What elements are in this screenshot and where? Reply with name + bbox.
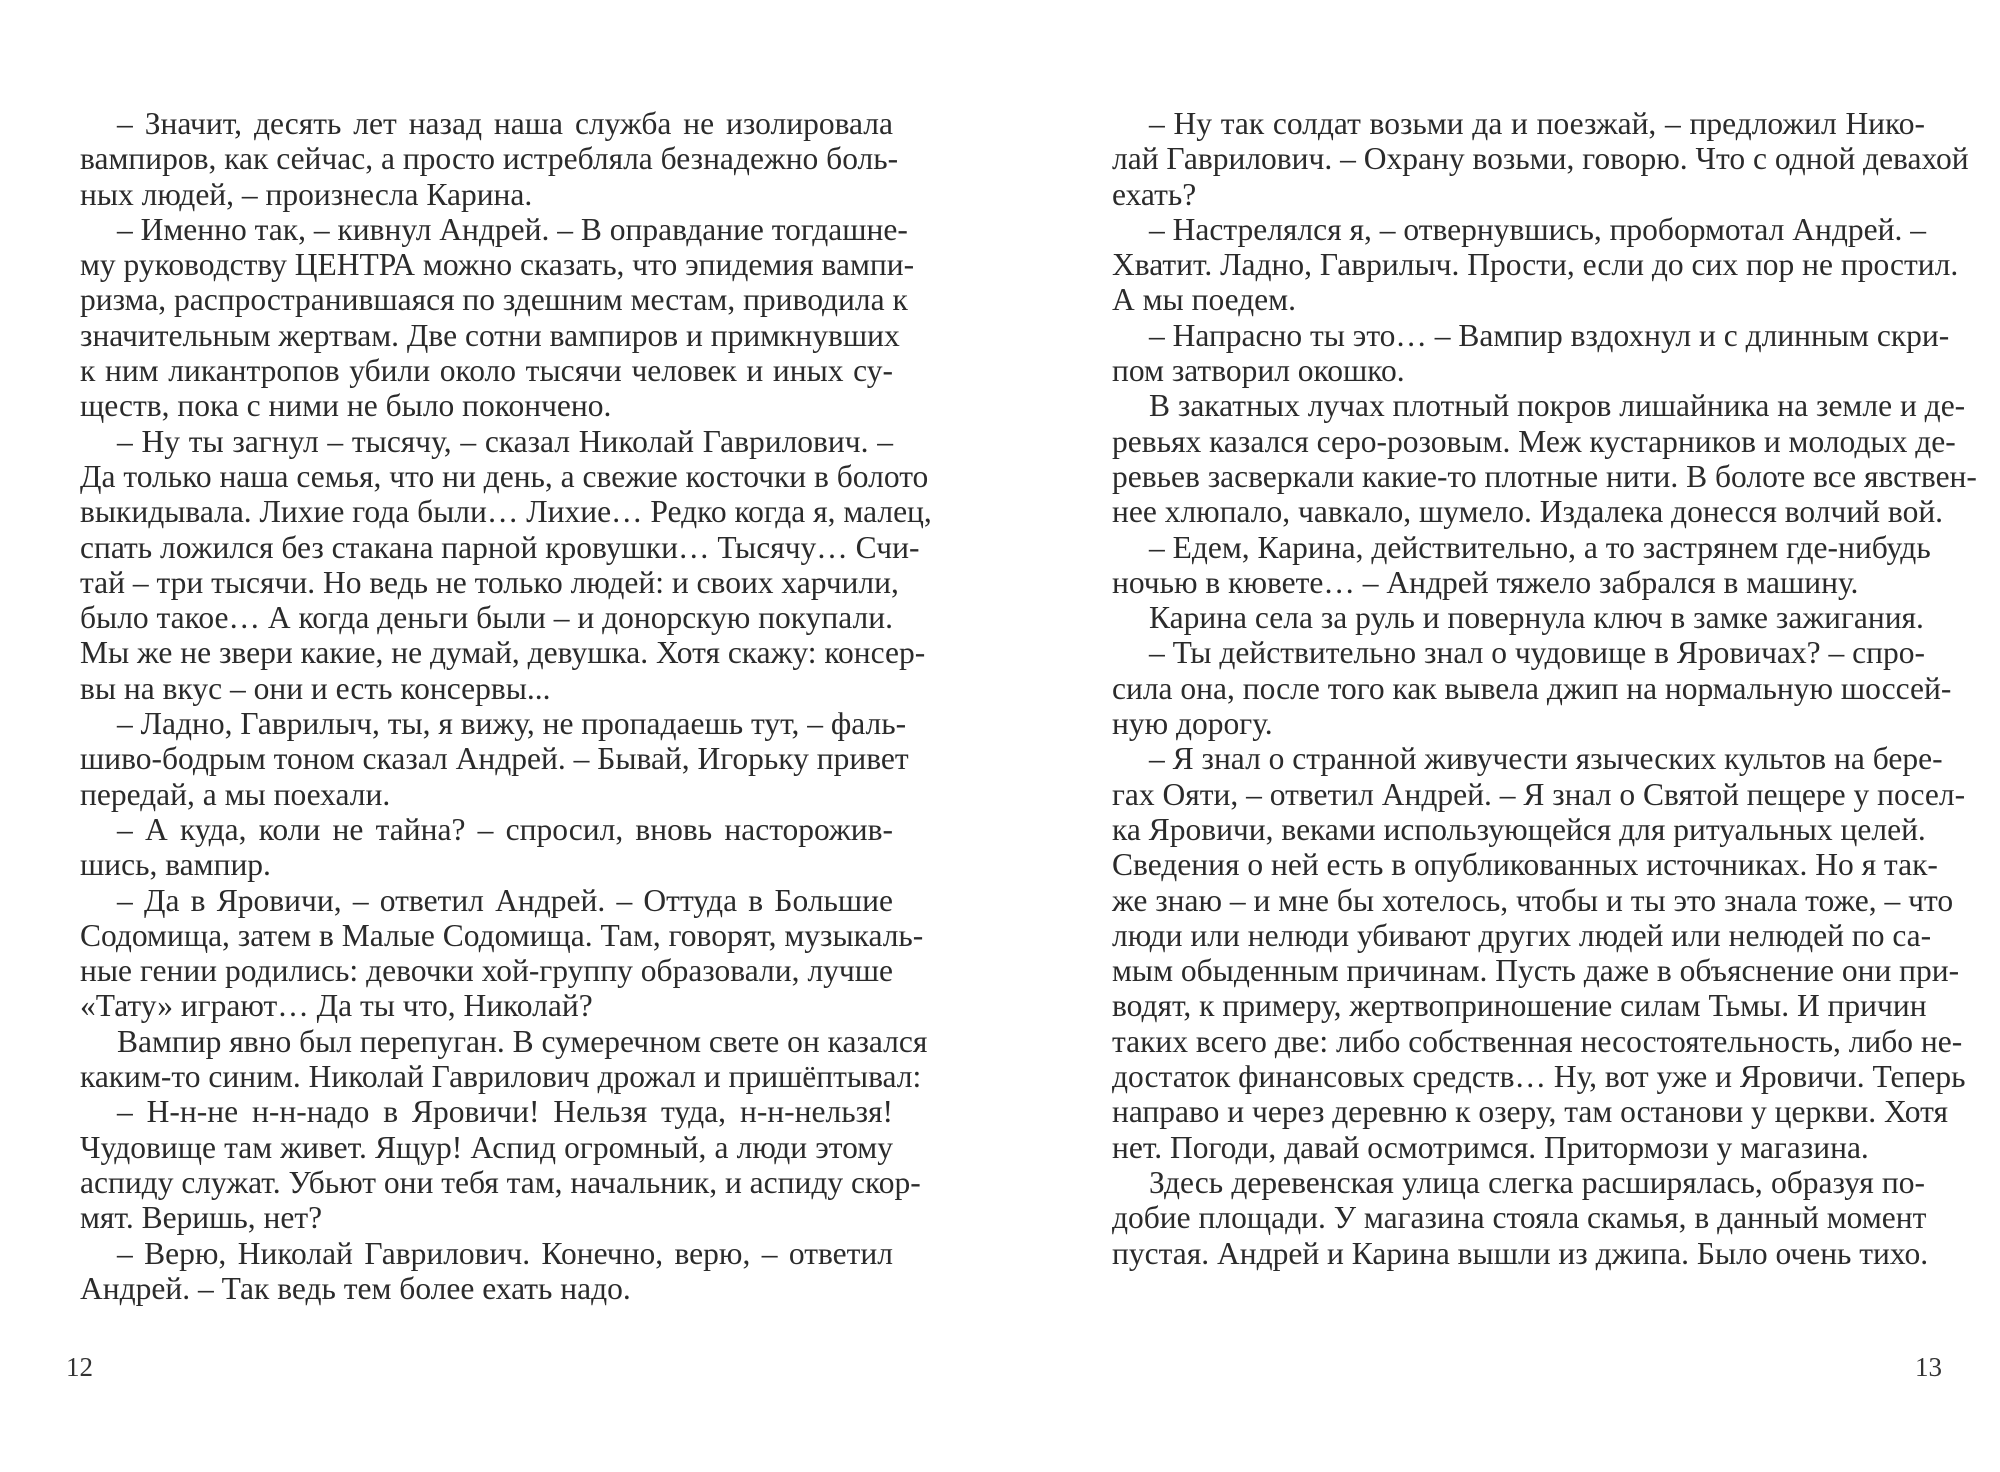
text-line: – А куда, коли не тайна? – спросил, вновь насторожив-: [117, 811, 893, 847]
text-line: ную дорогу.: [1112, 706, 1273, 742]
text-line: каким-то синим. Николай Гаврилович дрожал и пришёптывал:: [80, 1059, 922, 1095]
text-line: сила она, после того как вывела джип на нормальную шоссей-: [1112, 670, 1952, 706]
text-line: «Тату» играют… Да ты что, Николай?: [80, 988, 593, 1024]
text-line: передай, а мы поехали.: [80, 776, 391, 812]
text-line: же знаю – и мне бы хотелось, чтобы и ты это знала тоже, – что: [1112, 882, 1954, 918]
text-line: достаток финансовых средств… Ну, вот уже и Яровичи. Теперь: [1112, 1059, 1966, 1095]
right-page-number: 13: [1915, 1352, 1942, 1382]
text-line: Да только наша семья, что ни день, а свежие косточки в болото: [80, 458, 929, 494]
text-line: В закатных лучах плотный покров лишайника на земле и де-: [1149, 388, 1966, 424]
text-line: – Верю, Николай Гаврилович. Конечно, верю, – ответил: [117, 1235, 893, 1271]
text-line: значительным жертвам. Две сотни вампиров и примкнувших: [80, 317, 900, 353]
text-line: люди или нелюди убивают других людей или нелюдей по са-: [1112, 917, 1932, 953]
text-line: – Я знал о странной живучести языческих культов на бере-: [1149, 741, 1943, 777]
text-line: нее хлюпало, чавкало, шумело. Издалека донесся волчий вой.: [1112, 494, 1944, 530]
right-page: [1000, 0, 2000, 1472]
text-line: ризма, распространившаяся по здешним местам, приводила к: [80, 282, 908, 318]
text-line: – Едем, Карина, действительно, а то застрянем где-нибудь: [1149, 529, 1931, 565]
text-line: мят. Веришь, нет?: [80, 1200, 323, 1236]
text-line: тай – три тысячи. Но ведь не только людей: и своих харчили,: [80, 564, 899, 600]
text-line: Сведения о ней есть в опубликованных источниках. Но я так-: [1112, 847, 1938, 883]
text-line: шись, вампир.: [80, 847, 271, 883]
text-line: добие площади. У магазина стояла скамья, в данный момент: [1112, 1200, 1927, 1236]
right-page-text: [1112, 106, 1977, 1271]
text-line: – Ты действительно знал о чудовище в Яровичах? – спро-: [1149, 635, 1925, 671]
text-line: пом затворил окошко.: [1112, 353, 1405, 389]
text-line: – Ну ты загнул – тысячу, – сказал Николай Гаврилович. –: [117, 423, 893, 459]
text-line: ка Яровичи, веками использующейся для ритуальных целей.: [1112, 811, 1926, 847]
text-line: водят, к примеру, жертвоприношение силам Тьмы. И причин: [1112, 988, 1927, 1024]
text-line: – Настрелялся я, – отвернувшись, пробормотал Андрей. –: [1149, 211, 1926, 247]
text-line: нет. Погоди, давай осмотримся. Притормози у магазина.: [1112, 1129, 1869, 1165]
text-line: Мы же не звери какие, не думай, девушка. Хотя скажу: консер-: [80, 635, 926, 671]
text-line: ехать?: [1112, 176, 1197, 212]
text-line: вы на вкус – они и есть консервы...: [80, 670, 551, 706]
text-line: ные гении родились: девочки хой-группу образовали, лучше: [80, 953, 893, 989]
text-line: лай Гаврилович. – Охрану возьми, говорю. Что с одной девахой: [1112, 141, 1969, 177]
text-line: – Ну так солдат возьми да и поезжай, – предложил Нико-: [1149, 106, 1925, 141]
text-line: – Ладно, Гаврилыч, ты, я вижу, не пропадаешь тут, – фаль-: [117, 706, 907, 742]
text-line: му руководству ЦЕНТРА можно сказать, что эпидемия вампи-: [80, 247, 915, 283]
text-line: выкидывала. Лихие года были… Лихие… Редко когда я, малец,: [80, 494, 932, 530]
text-line: было такое… А когда деньги были – и донорскую покупали.: [80, 600, 893, 636]
text-line: Андрей. – Так ведь тем более ехать надо.: [80, 1270, 631, 1306]
text-line: шиво-бодрым тоном сказал Андрей. – Бывай, Игорьку привет: [80, 741, 909, 777]
text-line: вампиров, как сейчас, а просто истребляла безнадежно боль-: [80, 141, 899, 177]
text-line: – Именно так, – кивнул Андрей. – В оправдание тогдашне-: [117, 211, 908, 247]
text-line: Хватит. Ладно, Гаврилыч. Прости, если до сих пор не простил.: [1112, 247, 1959, 283]
text-line: направо и через деревню к озеру, там останови у церкви. Хотя: [1112, 1094, 1948, 1130]
text-line: мым обыденным причинам. Пусть даже в объяснение они при-: [1112, 953, 1960, 989]
text-line: А мы поедем.: [1112, 282, 1296, 318]
text-line: ревьях казался серо-розовым. Меж кустарников и молодых де-: [1112, 423, 1956, 459]
text-line: аспиду служат. Убьют они тебя там, начальник, и аспиду скор-: [80, 1164, 921, 1200]
text-line: – Значит, десять лет назад наша служба не изолировала: [117, 106, 893, 141]
text-line: Здесь деревенская улица слегка расширялась, образуя по-: [1149, 1164, 1925, 1200]
text-line: спать ложился без стакана парной кровушки… Тысячу… Счи-: [80, 529, 920, 565]
text-line: Карина села за руль и повернула ключ в замке зажигания.: [1149, 600, 1924, 636]
text-line: таких всего две: либо собственная несостоятельность, либо не-: [1112, 1023, 1963, 1059]
text-line: – Н-н-не н-н-надо в Яровичи! Нельзя туда, н-н-нельзя!: [117, 1094, 893, 1130]
text-line: пустая. Андрей и Карина вышли из джипа. Было очень тихо.: [1112, 1235, 1929, 1271]
text-line: ществ, пока с ними не было покончено.: [80, 388, 612, 424]
text-line: Вампир явно был перепуган. В сумеречном свете он казался: [117, 1023, 928, 1059]
text-line: Чудовище там живет. Ящур! Аспид огромный, а люди этому: [80, 1129, 893, 1165]
left-page-number: 12: [66, 1352, 93, 1382]
text-line: ных людей, – произнесла Карина.: [80, 176, 533, 212]
text-line: – Напрасно ты это… – Вампир вздохнул и с длинным скри-: [1149, 317, 1950, 353]
text-line: ревьев засверкали какие-то плотные нити. В болоте все явствен-: [1112, 458, 1977, 494]
text-line: гах Ояти, – ответил Андрей. – Я знал о Святой пещере у посел-: [1112, 776, 1966, 812]
text-line: к ним ликантропов убили около тысячи человек и иных су-: [80, 353, 893, 389]
left-page-text: [80, 106, 932, 1306]
text-line: – Да в Яровичи, – ответил Андрей. – Оттуда в Большие: [117, 882, 893, 918]
text-line: ночью в кювете… – Андрей тяжело забрался в машину.: [1112, 564, 1859, 600]
text-line: Содомища, затем в Малые Содомища. Там, говорят, музыкаль-: [80, 917, 924, 953]
